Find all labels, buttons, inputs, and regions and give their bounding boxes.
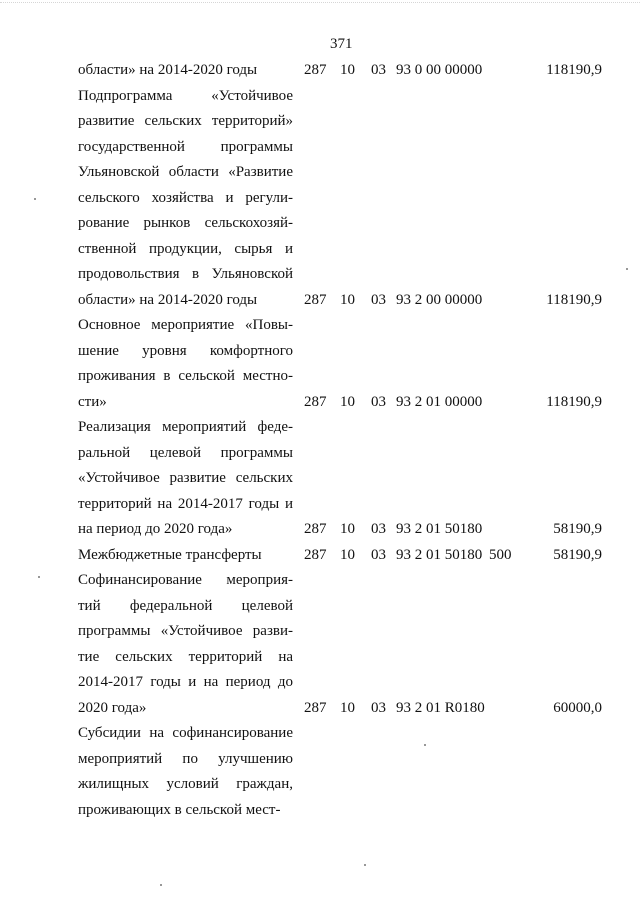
target-article-code: 93 0 00 00000 [396, 62, 483, 78]
description-line: развитие сельских территорий» [78, 113, 293, 129]
description-line: программы «Устойчивое разви- [78, 623, 293, 639]
subsection-code: 03 [371, 393, 386, 410]
description-line: Ульяновской области «Развитие [78, 164, 293, 180]
subsection-code: 03 [371, 699, 386, 716]
admin-code: 287 [304, 291, 327, 308]
table-row-codes [0, 698, 640, 718]
scan-speck [626, 268, 628, 270]
description-line: шение уровня комфортного [78, 342, 293, 359]
scan-speck [34, 198, 36, 200]
subsection-code: 03 [371, 546, 386, 563]
target-article-code: 93 2 01 50180 [396, 521, 483, 537]
expense-type-code: 500 [489, 546, 512, 563]
table-row-codes [0, 519, 640, 539]
table-row-codes [0, 290, 640, 310]
scan-speck [38, 576, 40, 578]
subsection-code: 03 [371, 62, 386, 78]
description-line: тий федеральной целевой [78, 597, 293, 614]
scan-speck [364, 864, 366, 866]
section-code: 10 [340, 521, 355, 537]
target-article-code: 93 2 00 00000 [396, 291, 483, 308]
admin-code: 287 [304, 62, 327, 78]
section-code: 10 [340, 393, 355, 410]
admin-code: 287 [304, 521, 327, 537]
row-description [78, 84, 293, 314]
description-line: ральной целевой программы [78, 444, 293, 461]
target-article-code: 93 2 01 50180 [396, 546, 483, 563]
description-line: ственной продукции, сырья и [78, 240, 293, 257]
description-line: Реализация мероприятий феде- [78, 419, 293, 435]
table-row-codes [0, 545, 640, 565]
amount: 118190,9 [546, 291, 602, 308]
admin-code: 287 [304, 393, 327, 410]
description-line: 2014-2017 годы и на период до [78, 674, 293, 690]
description-line: Субсидии на софинансирование [78, 725, 293, 741]
section-code: 10 [340, 62, 355, 78]
subsection-code: 03 [371, 291, 386, 308]
description-line: Межбюджетные трансферты [78, 546, 262, 563]
description-line: проживающих в сельской мест- [78, 801, 281, 818]
description-line: мероприятий по улучшению [78, 750, 293, 767]
description-line: на период до 2020 года» [78, 521, 233, 537]
scan-speck [424, 744, 426, 746]
description-line: проживания в сельской местно- [78, 368, 293, 384]
amount: 58190,9 [553, 521, 602, 537]
description-line: Софинансирование мероприя- [78, 572, 293, 588]
section-code: 10 [340, 699, 355, 716]
scan-top-edge [0, 2, 640, 7]
description-line: Основное мероприятие «Повы- [78, 317, 293, 333]
admin-code: 287 [304, 546, 327, 563]
description-line: продовольствия в Ульяновской [78, 266, 293, 282]
description-line: рование рынков сельскохозяй- [78, 215, 293, 231]
table-row-codes [0, 60, 640, 80]
table-row-codes [0, 392, 640, 412]
description-line: области» на 2014-2020 годы [78, 62, 258, 78]
target-article-code: 93 2 01 R0180 [396, 699, 485, 716]
description-line: сти» [78, 393, 107, 410]
row-description [78, 721, 293, 823]
section-code: 10 [340, 291, 355, 308]
amount: 118190,9 [546, 62, 602, 78]
subsection-code: 03 [371, 521, 386, 537]
admin-code: 287 [304, 699, 327, 716]
description-line: государственной программы [78, 138, 293, 155]
section-code: 10 [340, 546, 355, 563]
description-line: тие сельских территорий на [78, 648, 293, 665]
description-line: жилищных условий граждан, [78, 776, 293, 792]
description-line: 2020 года» [78, 699, 147, 716]
description-line: «Устойчивое развитие сельских [78, 470, 293, 486]
description-line: территорий на 2014-2017 годы и [78, 495, 293, 512]
amount: 118190,9 [546, 393, 602, 410]
target-article-code: 93 2 01 00000 [396, 393, 483, 410]
amount: 60000,0 [553, 699, 602, 716]
amount: 58190,9 [553, 546, 602, 563]
scan-speck [160, 884, 162, 886]
description-line: области» на 2014-2020 годы [78, 291, 258, 308]
description-line: сельского хозяйства и регули- [78, 189, 293, 206]
description-line: Подпрограмма «Устойчивое [78, 87, 293, 104]
page-number: 371 [330, 36, 353, 52]
